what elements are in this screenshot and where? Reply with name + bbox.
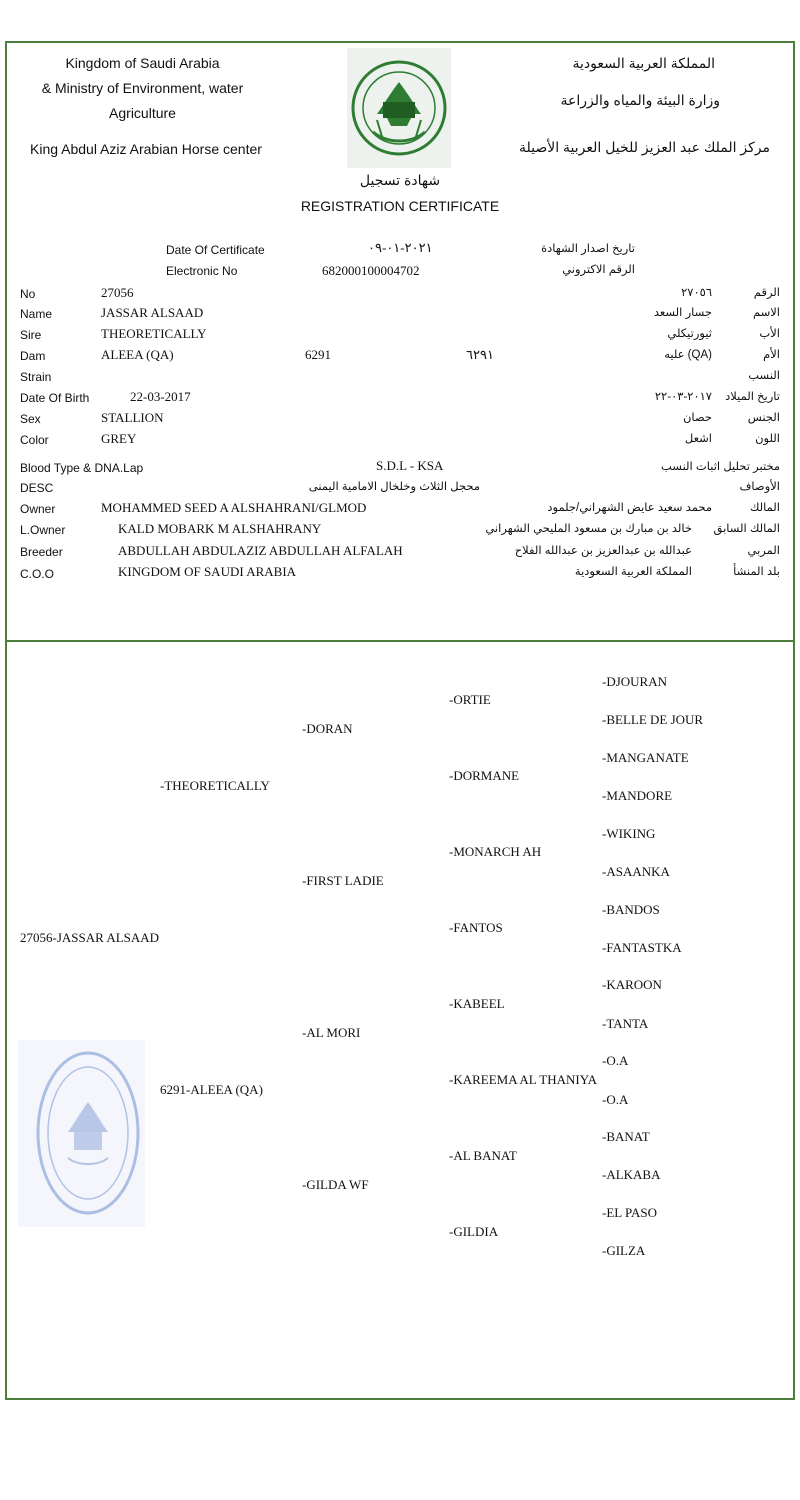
pedigree-gen4-item: -ASAANKA — [602, 864, 670, 879]
detail-label-desc-ar: الأوصاف — [739, 481, 780, 493]
detail-value-owner: MOHAMMED SEED A ALSHAHRANI/GLMOD — [101, 500, 367, 515]
registry-stamp-icon — [18, 1040, 145, 1227]
pedigree-gen1-sire: -THEORETICALLY — [160, 778, 270, 793]
header-ar-line2: وزارة البيئة والمياه والزراعة — [560, 92, 720, 108]
pedigree-gen4-item: -DJOURAN — [602, 674, 667, 689]
detail-label-last-owner: L.Owner — [20, 523, 66, 537]
field-value-sex-ar: حصان — [682, 412, 712, 424]
pedigree-gen4-item: -KAROON — [602, 977, 662, 992]
electronic-no-label: Electronic No — [166, 264, 238, 278]
detail-value-blood-type: S.D.L - KSA — [376, 458, 444, 473]
header-en-line4: King Abdul Aziz Arabian Horse center — [30, 141, 262, 157]
detail-value-last-owner: KALD MOBARK M ALSHAHRANY — [118, 521, 322, 536]
pedigree-gen3-item: -DORMANE — [449, 768, 520, 783]
pedigree-gen4-item: -O.A — [602, 1092, 629, 1107]
detail-label-breeder-ar: المربي — [747, 545, 780, 557]
field-label-dob-ar: تاريخ الميلاد — [725, 391, 780, 403]
pedigree-gen3-item: -KABEEL — [449, 996, 505, 1011]
detail-label-owner: Owner — [20, 502, 56, 516]
pedigree-gen3-item: -GILDIA — [449, 1224, 499, 1239]
certificate-title-ar: شهادة تسجيل — [359, 172, 441, 188]
date-of-certificate-label-ar: تاريخ اصدار الشهادة — [541, 243, 635, 255]
header-en-line2: & Ministry of Environment, water — [41, 80, 244, 96]
pedigree-gen3-item: -ORTIE — [449, 692, 491, 707]
pedigree-gen4-item: -EL PASO — [602, 1205, 658, 1220]
header-ar-line3: مركز الملك عبد العزيز للخيل العربية الأصيلة — [519, 139, 770, 155]
field-label-color-ar: اللون — [755, 433, 780, 445]
ministry-emblem-icon — [347, 48, 451, 168]
field-label-sire-ar: الأب — [759, 328, 780, 340]
field-value-dam-ar: (QA) عليه — [664, 349, 712, 361]
field-label-strain-ar: النسب — [748, 370, 780, 382]
pedigree-gen1-dam: 6291-ALEEA (QA) — [160, 1082, 263, 1097]
field-value-sire-ar: ثيورتيكلي — [667, 328, 712, 340]
pedigree-gen4-item: -WIKING — [602, 826, 656, 841]
field-value-dob: 22-03-2017 — [130, 389, 191, 404]
field-label-no: No — [20, 287, 36, 301]
field-value-name: JASSAR ALSAAD — [101, 305, 204, 320]
pedigree-gen2-item: -AL MORI — [302, 1025, 361, 1040]
detail-value-desc: محجل الثلاث وخلخال الامامية اليمنى — [308, 481, 480, 493]
field-value-dam-number: 6291 — [305, 347, 331, 362]
field-value-dob-ar: ٢٠١٧-٠٣-٢٢ — [654, 391, 712, 403]
field-label-dam: Dam — [20, 349, 46, 363]
field-label-no-ar: الرقم — [753, 287, 780, 299]
pedigree-gen2-item: -FIRST LADIE — [302, 873, 384, 888]
detail-value-breeder: ABDULLAH ABDULAZIZ ABDULLAH ALFALAH — [118, 543, 403, 558]
pedigree-gen4-item: -MANGANATE — [602, 750, 689, 765]
field-value-dam: ALEEA (QA) — [101, 347, 174, 362]
detail-label-last-owner-ar: المالك السابق — [713, 523, 780, 535]
detail-value-owner-ar: محمد سعيد عايض الشهراني/جلمود — [547, 502, 712, 514]
pedigree-gen4-item: -O.A — [602, 1053, 629, 1068]
field-label-sex-ar: الجنس — [747, 412, 780, 424]
field-label-name: Name — [20, 307, 53, 321]
detail-label-owner-ar: المالك — [749, 502, 780, 514]
date-of-certificate-value: ٢٠٢١-٠١-٠٩ — [368, 240, 433, 255]
detail-value-coo: KINGDOM OF SAUDI ARABIA — [118, 564, 297, 579]
header-en-line1: Kingdom of Saudi Arabia — [65, 55, 220, 71]
pedigree-gen2-item: -GILDA WF — [302, 1177, 369, 1192]
field-label-dam-ar: الأم — [763, 349, 780, 361]
electronic-no-value: 682000100004702 — [322, 263, 420, 278]
pedigree-gen3-item: -FANTOS — [449, 920, 503, 935]
field-value-no: 27056 — [101, 285, 134, 300]
detail-label-desc: DESC — [20, 481, 54, 495]
field-label-sex: Sex — [20, 412, 41, 426]
detail-label-blood-type-ar: مختبر تحليل اثبات النسب — [661, 461, 780, 473]
pedigree-gen4-item: -MANDORE — [602, 788, 673, 803]
field-value-sire: THEORETICALLY — [101, 326, 207, 341]
pedigree-gen4-item: -ALKABA — [602, 1167, 661, 1182]
detail-value-breeder-ar: عبدالله بن عبدالعزيز بن عبدالله الفلاح — [514, 545, 692, 557]
pedigree-gen4-item: -TANTA — [602, 1016, 649, 1031]
field-value-color: GREY — [101, 431, 137, 446]
field-label-dob: Date Of Birth — [20, 391, 90, 405]
date-of-certificate-label: Date Of Certificate — [166, 243, 265, 257]
field-label-color: Color — [20, 433, 49, 447]
detail-label-breeder: Breeder — [20, 545, 63, 559]
detail-label-blood-type: Blood Type & DNA.Lap — [20, 461, 144, 475]
electronic-no-label-ar: الرقم الاكتروني — [562, 264, 635, 276]
header-ar-line1: المملكة العربية السعودية — [572, 55, 715, 71]
field-value-name-ar: جسار السعد — [653, 307, 712, 319]
detail-label-coo: C.O.O — [20, 567, 55, 581]
pedigree-gen4-item: -GILZA — [602, 1243, 646, 1258]
detail-label-coo-ar: بلد المنشأ — [733, 566, 780, 578]
pedigree-gen4-item: -BANAT — [602, 1129, 650, 1144]
field-value-sex: STALLION — [101, 410, 164, 425]
field-label-name-ar: الاسم — [752, 307, 780, 319]
field-value-dam-number-ar: ٦٢٩١ — [466, 347, 494, 362]
pedigree-gen4-item: -BELLE DE JOUR — [602, 712, 704, 727]
detail-value-last-owner-ar: خالد بن مبارك بن مسعود المليحي الشهراني — [485, 523, 692, 535]
field-label-sire: Sire — [20, 328, 42, 342]
pedigree-gen3-item: -AL BANAT — [449, 1148, 517, 1163]
certificate-title-en: REGISTRATION CERTIFICATE — [300, 198, 500, 214]
pedigree-gen4-item: -FANTASTKA — [602, 940, 682, 955]
pedigree-subject: 27056-JASSAR ALSAAD — [20, 930, 160, 945]
pedigree-gen4-item: -BANDOS — [602, 902, 660, 917]
field-label-strain: Strain — [20, 370, 52, 384]
detail-value-coo-ar: المملكة العربية السعودية — [574, 566, 692, 578]
field-value-color-ar: اشعل — [684, 433, 712, 445]
pedigree-gen3-item: -KAREEMA AL THANIYA — [449, 1072, 598, 1087]
pedigree-gen2-item: -DORAN — [302, 721, 353, 736]
pedigree-gen3-item: -MONARCH AH — [449, 844, 542, 859]
header-en-line3: Agriculture — [109, 105, 176, 121]
field-value-no-ar: ٢٧٠٥٦ — [681, 287, 712, 299]
